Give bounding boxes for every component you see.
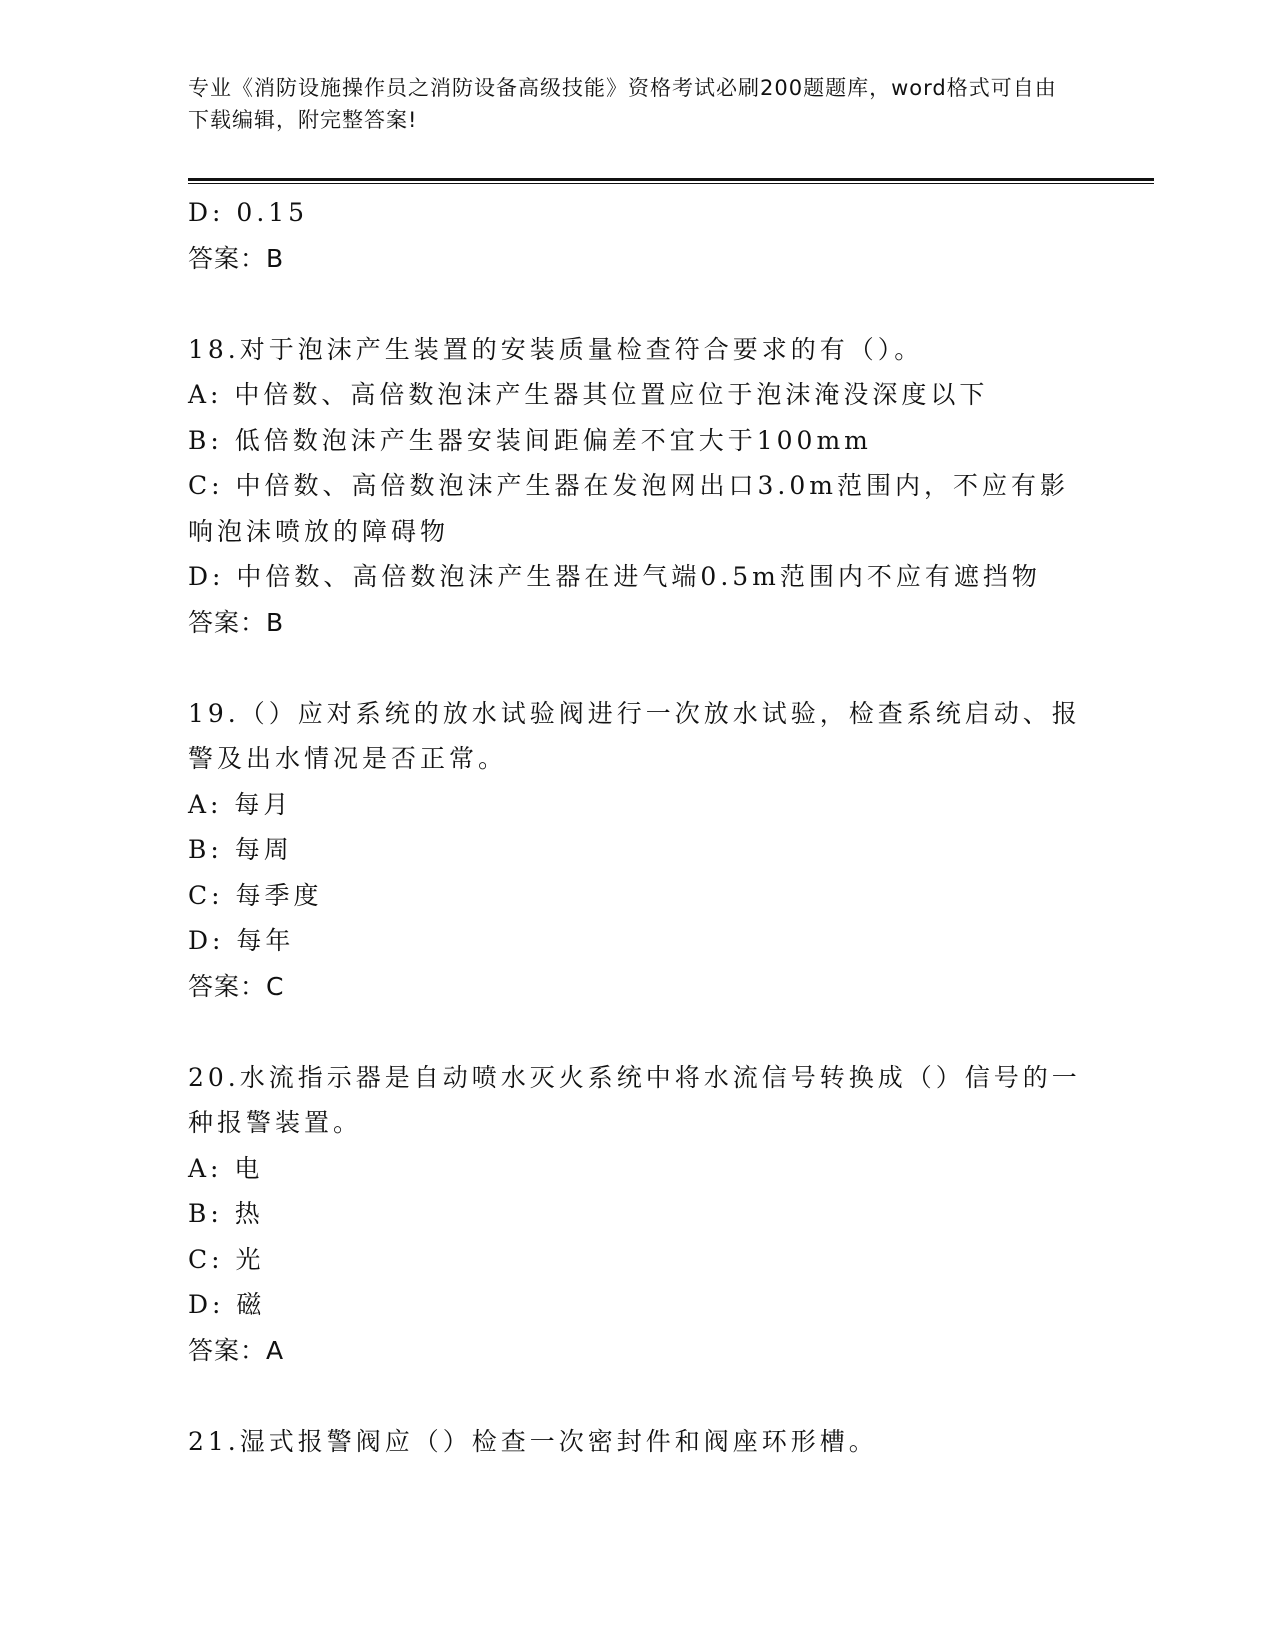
option-b: B: 每周 bbox=[188, 835, 293, 864]
question-18 bbox=[188, 327, 1088, 646]
question-text: 21.湿式报警阀应（）检查一次密封件和阀座环形槽。 bbox=[188, 1426, 878, 1456]
question-20 bbox=[188, 1055, 1088, 1374]
option-d: D: 每年 bbox=[188, 926, 295, 955]
page-header: 专业《消防设施操作员之消防设备高级技能》资格考试必刷200题题库，word格式可自由下载编辑，附完整答案! bbox=[188, 76, 1057, 132]
option-d: D: 中倍数、高倍数泡沫产生器在进气端0.5m范围内不应有遮挡物 bbox=[188, 562, 1041, 591]
option-a: A: 中倍数、高倍数泡沫产生器其位置应位于泡沫淹没深度以下 bbox=[188, 380, 989, 409]
option-c: C: 每季度 bbox=[188, 880, 323, 910]
answer: 答案：C bbox=[188, 971, 285, 1001]
question-text: 19.（）应对系统的放水试验阀进行一次放水试验，检查系统启动、报警及出水情况是否正常。 bbox=[188, 698, 1081, 773]
question-19 bbox=[188, 691, 1088, 1010]
option-d: D: 磁 bbox=[188, 1290, 266, 1319]
option-b: B: 低倍数泡沫产生器安装间距偏差不宜大于100mm bbox=[188, 425, 872, 455]
option-a: A: 电 bbox=[188, 1153, 264, 1183]
answer: 答案：B bbox=[188, 607, 285, 637]
option-c: C: 光 bbox=[188, 1244, 265, 1274]
document-body bbox=[188, 190, 1088, 1464]
option-c: C: 中倍数、高倍数泡沫产生器在发泡网出口3.0m范围内，不应有影响泡沫喷放的障碍物 bbox=[188, 471, 1069, 546]
answer: 答案：A bbox=[188, 1335, 285, 1365]
question-text: 18.对于泡沫产生装置的安装质量检查符合要求的有（）。 bbox=[188, 334, 924, 364]
carryover-answer: 答案：B bbox=[188, 243, 285, 273]
question-text: 20.水流指示器是自动喷水灭火系统中将水流信号转换成（）信号的一种报警装置。 bbox=[188, 1062, 1081, 1137]
carryover-option-d: D: 0.15 bbox=[188, 198, 309, 227]
option-a: A: 每月 bbox=[188, 789, 293, 819]
question-21 bbox=[188, 1419, 1088, 1465]
option-b: B: 热 bbox=[188, 1199, 264, 1228]
header-rule-thin bbox=[188, 183, 1154, 184]
header-rule-thick bbox=[188, 178, 1154, 181]
